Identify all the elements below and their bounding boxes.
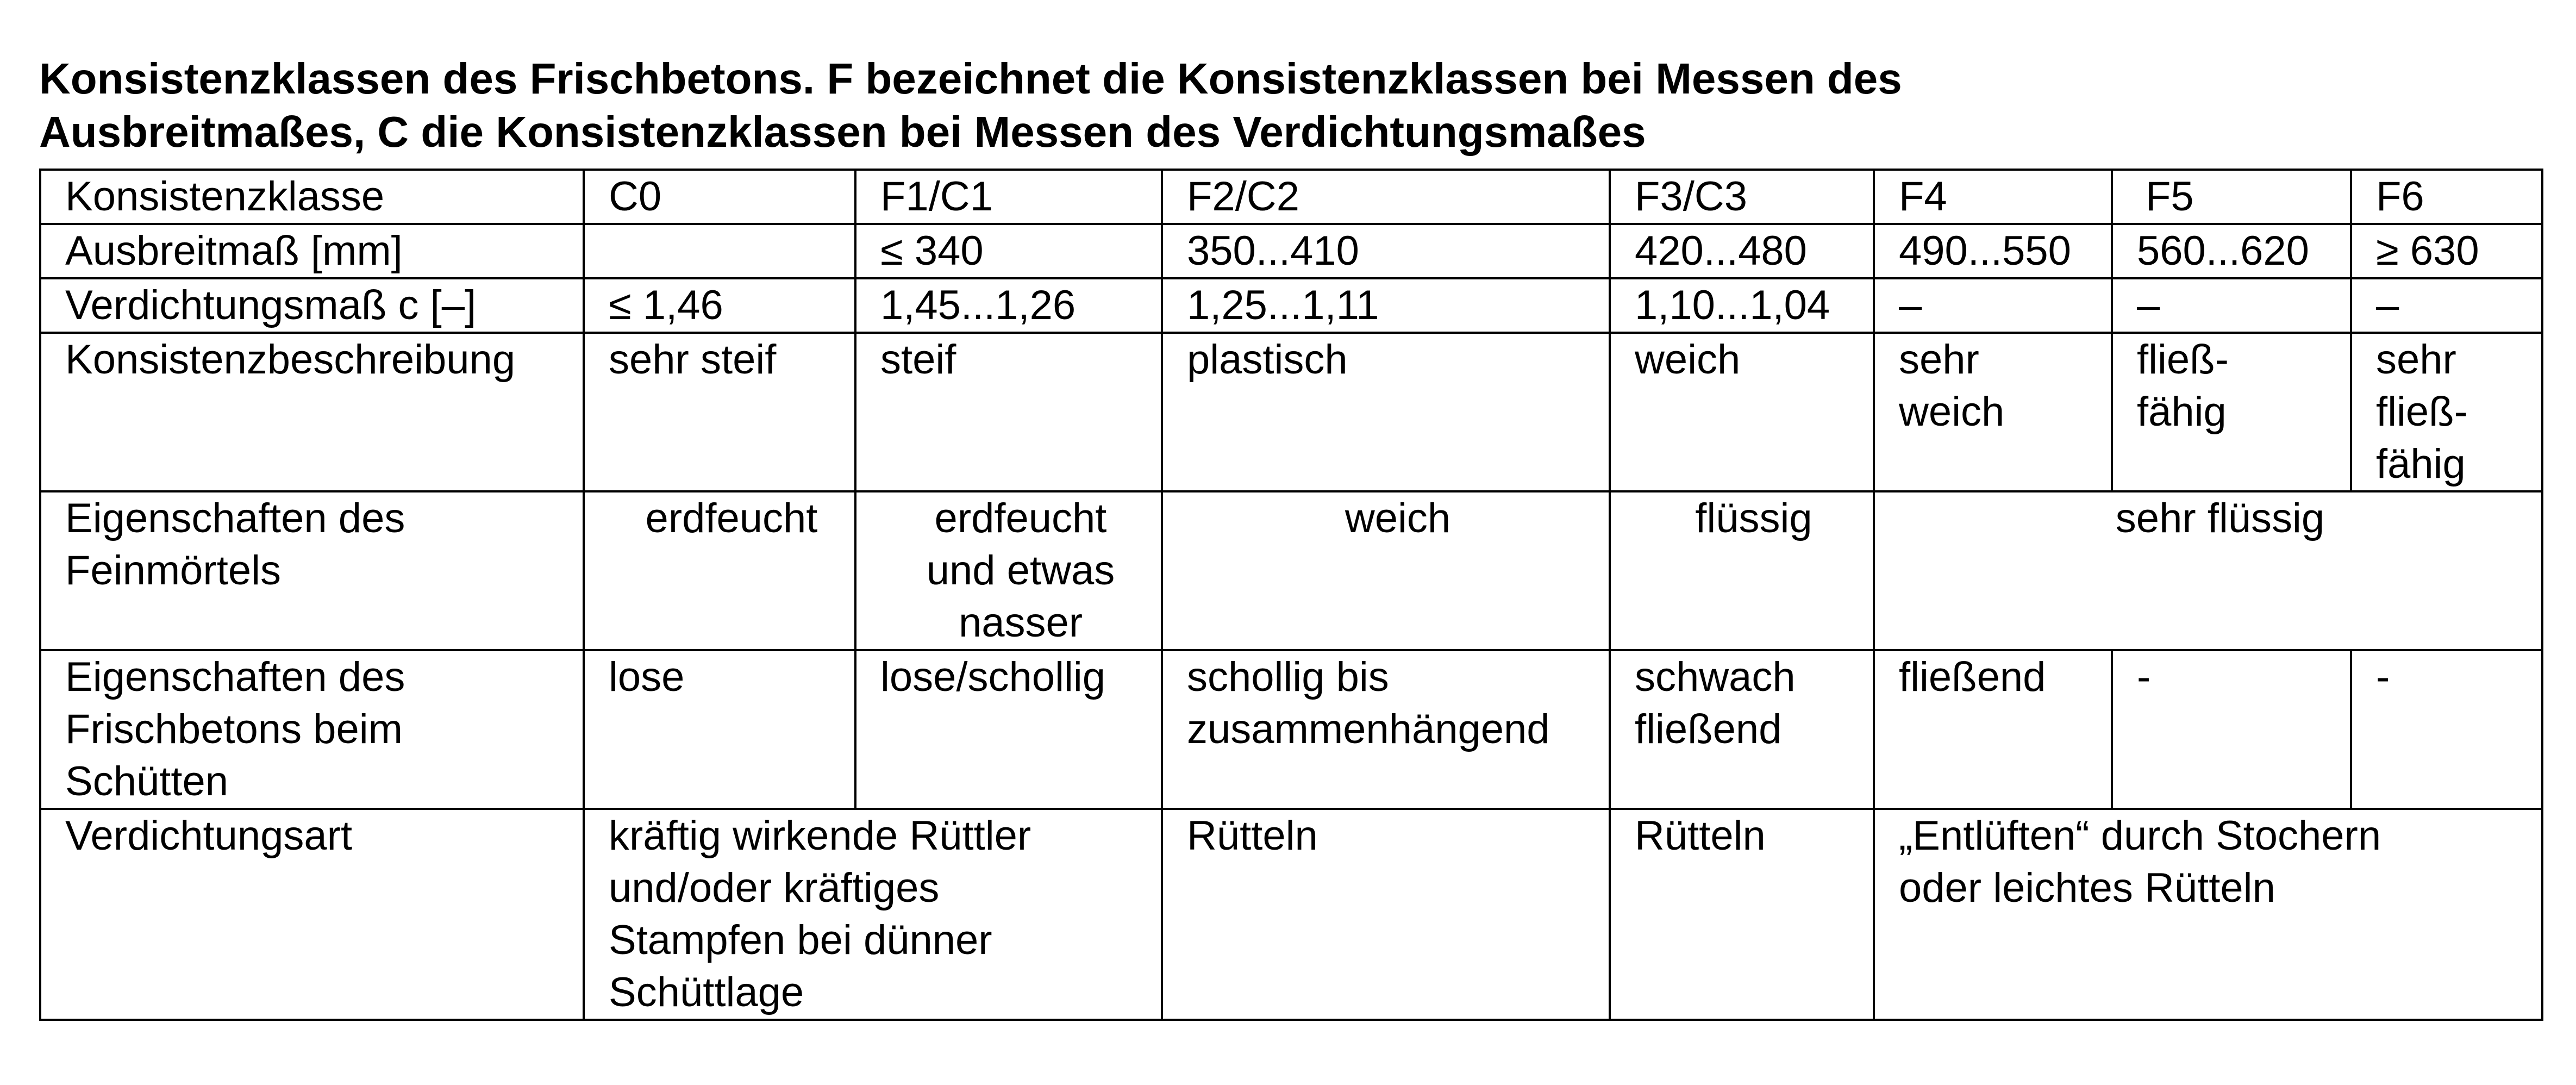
cell-line: fließend <box>1635 706 1782 752</box>
cell-line: fähig <box>2137 389 2227 435</box>
table-cell <box>855 650 1162 809</box>
row-label: Verdichtungsmaß c [–] <box>40 278 584 333</box>
cell-line: steif <box>880 336 956 383</box>
label-line: Eigenschaften des <box>65 495 405 541</box>
cell-line: sehr steif <box>609 336 777 383</box>
cell-line: lose/schollig <box>880 654 1105 700</box>
row-label: Konsistenzklasse <box>40 170 584 224</box>
table-cell: 350...410 <box>1162 224 1610 278</box>
cell-line: sehr flüssig <box>2115 495 2325 541</box>
table-row-feinmoertel <box>40 491 2542 650</box>
cell-line: und/oder kräftiges <box>609 865 940 911</box>
cell-line: fließ- <box>2376 389 2468 435</box>
table-cell <box>1610 491 1874 650</box>
table-cell: ≥ 630 <box>2351 224 2542 278</box>
table-cell <box>855 333 1162 491</box>
cell-line: und etwas <box>926 547 1115 594</box>
row-label <box>40 491 584 650</box>
cell-line: weich <box>1345 495 1451 541</box>
table-cell: – <box>1874 278 2112 333</box>
cell-line: sehr <box>1899 336 1979 383</box>
cell-line: erdfeucht <box>645 495 818 541</box>
table-cell: – <box>2351 278 2542 333</box>
table-cell: 1,45...1,26 <box>855 278 1162 333</box>
table-title <box>39 52 2539 159</box>
table-cell <box>2351 650 2542 809</box>
table-cell: F6 <box>2351 170 2542 224</box>
cell-line: Rütteln <box>1635 813 1766 859</box>
table-cell: F4 <box>1874 170 2112 224</box>
cell-line: fließ- <box>2137 336 2229 383</box>
cell-line: erdfeucht <box>934 495 1107 541</box>
table-cell: F3/C3 <box>1610 170 1874 224</box>
table-row-schuetten <box>40 650 2542 809</box>
table-cell: 490...550 <box>1874 224 2112 278</box>
row-label: Verdichtungsart <box>40 809 584 1020</box>
title-line-2: Ausbreitmaßes, C die Konsistenzklassen bei Messen des Verdichtungsmaßes <box>39 108 1646 156</box>
table-cell <box>584 333 855 491</box>
cell-line: oder leichtes Rütteln <box>1899 865 2275 911</box>
cell-line: schwach <box>1635 654 1796 700</box>
cell-line: weich <box>1635 336 1741 383</box>
table-cell: – <box>2112 278 2351 333</box>
table-cell: 420...480 <box>1610 224 1874 278</box>
table-cell <box>584 650 855 809</box>
table-cell <box>1162 650 1610 809</box>
cell-line: - <box>2137 654 2151 700</box>
table-cell <box>584 224 855 278</box>
table-cell: F5 <box>2112 170 2351 224</box>
table-cell <box>584 491 855 650</box>
table-cell <box>1162 333 1610 491</box>
cell-line: nasser <box>958 600 1083 646</box>
table-cell <box>584 809 1162 1020</box>
cell-line: weich <box>1899 389 2005 435</box>
cell-line: schollig bis <box>1187 654 1389 700</box>
table-cell <box>855 491 1162 650</box>
table-cell: F1/C1 <box>855 170 1162 224</box>
label-line: Eigenschaften des <box>65 654 405 700</box>
table-row-verdichtungsart <box>40 809 2542 1020</box>
table-row-konsistenzbeschreibung <box>40 333 2542 491</box>
cell-line: plastisch <box>1187 336 1348 383</box>
table-cell <box>1610 650 1874 809</box>
table-row-ausbreitmass <box>40 224 2542 278</box>
cell-line: fähig <box>2376 441 2466 487</box>
consistency-classes-table <box>39 169 2543 1021</box>
cell-line: kräftig wirkende Rüttler <box>609 813 1031 859</box>
table-cell: F2/C2 <box>1162 170 1610 224</box>
table-cell: ≤ 340 <box>855 224 1162 278</box>
table-cell <box>1610 809 1874 1020</box>
cell-line: flüssig <box>1695 495 1812 541</box>
table-cell: 1,10...1,04 <box>1610 278 1874 333</box>
table-cell <box>1610 333 1874 491</box>
cell-line: Schüttlage <box>609 969 804 1015</box>
cell-line: „Entlüften“ durch Stochern <box>1899 813 2381 859</box>
table-cell <box>1874 809 2542 1020</box>
label-line: Frischbetons beim <box>65 706 403 752</box>
table-cell <box>2112 333 2351 491</box>
title-line-1: Konsistenzklassen des Frischbetons. F bezeichnet die Konsistenzklassen bei Messen des <box>39 54 1902 103</box>
table-cell <box>1162 491 1610 650</box>
table-cell <box>1874 491 2542 650</box>
table-row-verdichtungsmass <box>40 278 2542 333</box>
cell-line: Rütteln <box>1187 813 1318 859</box>
table-cell <box>2351 333 2542 491</box>
row-label <box>40 650 584 809</box>
table-row-konsistenzklasse <box>40 170 2542 224</box>
cell-line: zusammenhängend <box>1187 706 1550 752</box>
table-cell: 1,25...1,11 <box>1162 278 1610 333</box>
cell-line: Stampfen bei dünner <box>609 917 992 963</box>
cell-line: lose <box>609 654 685 700</box>
table-cell <box>1874 650 2112 809</box>
cell-line: sehr <box>2376 336 2456 383</box>
cell-line: fließend <box>1899 654 2046 700</box>
table-cell <box>1874 333 2112 491</box>
table-cell: ≤ 1,46 <box>584 278 855 333</box>
table-cell: C0 <box>584 170 855 224</box>
table-cell <box>1162 809 1610 1020</box>
row-label: Ausbreitmaß [mm] <box>40 224 584 278</box>
row-label: Konsistenzbeschreibung <box>40 333 584 491</box>
label-line: Feinmörtels <box>65 547 281 594</box>
table-cell <box>2112 650 2351 809</box>
table-cell: 560...620 <box>2112 224 2351 278</box>
cell-line: - <box>2376 654 2390 700</box>
label-line: Schütten <box>65 758 228 805</box>
